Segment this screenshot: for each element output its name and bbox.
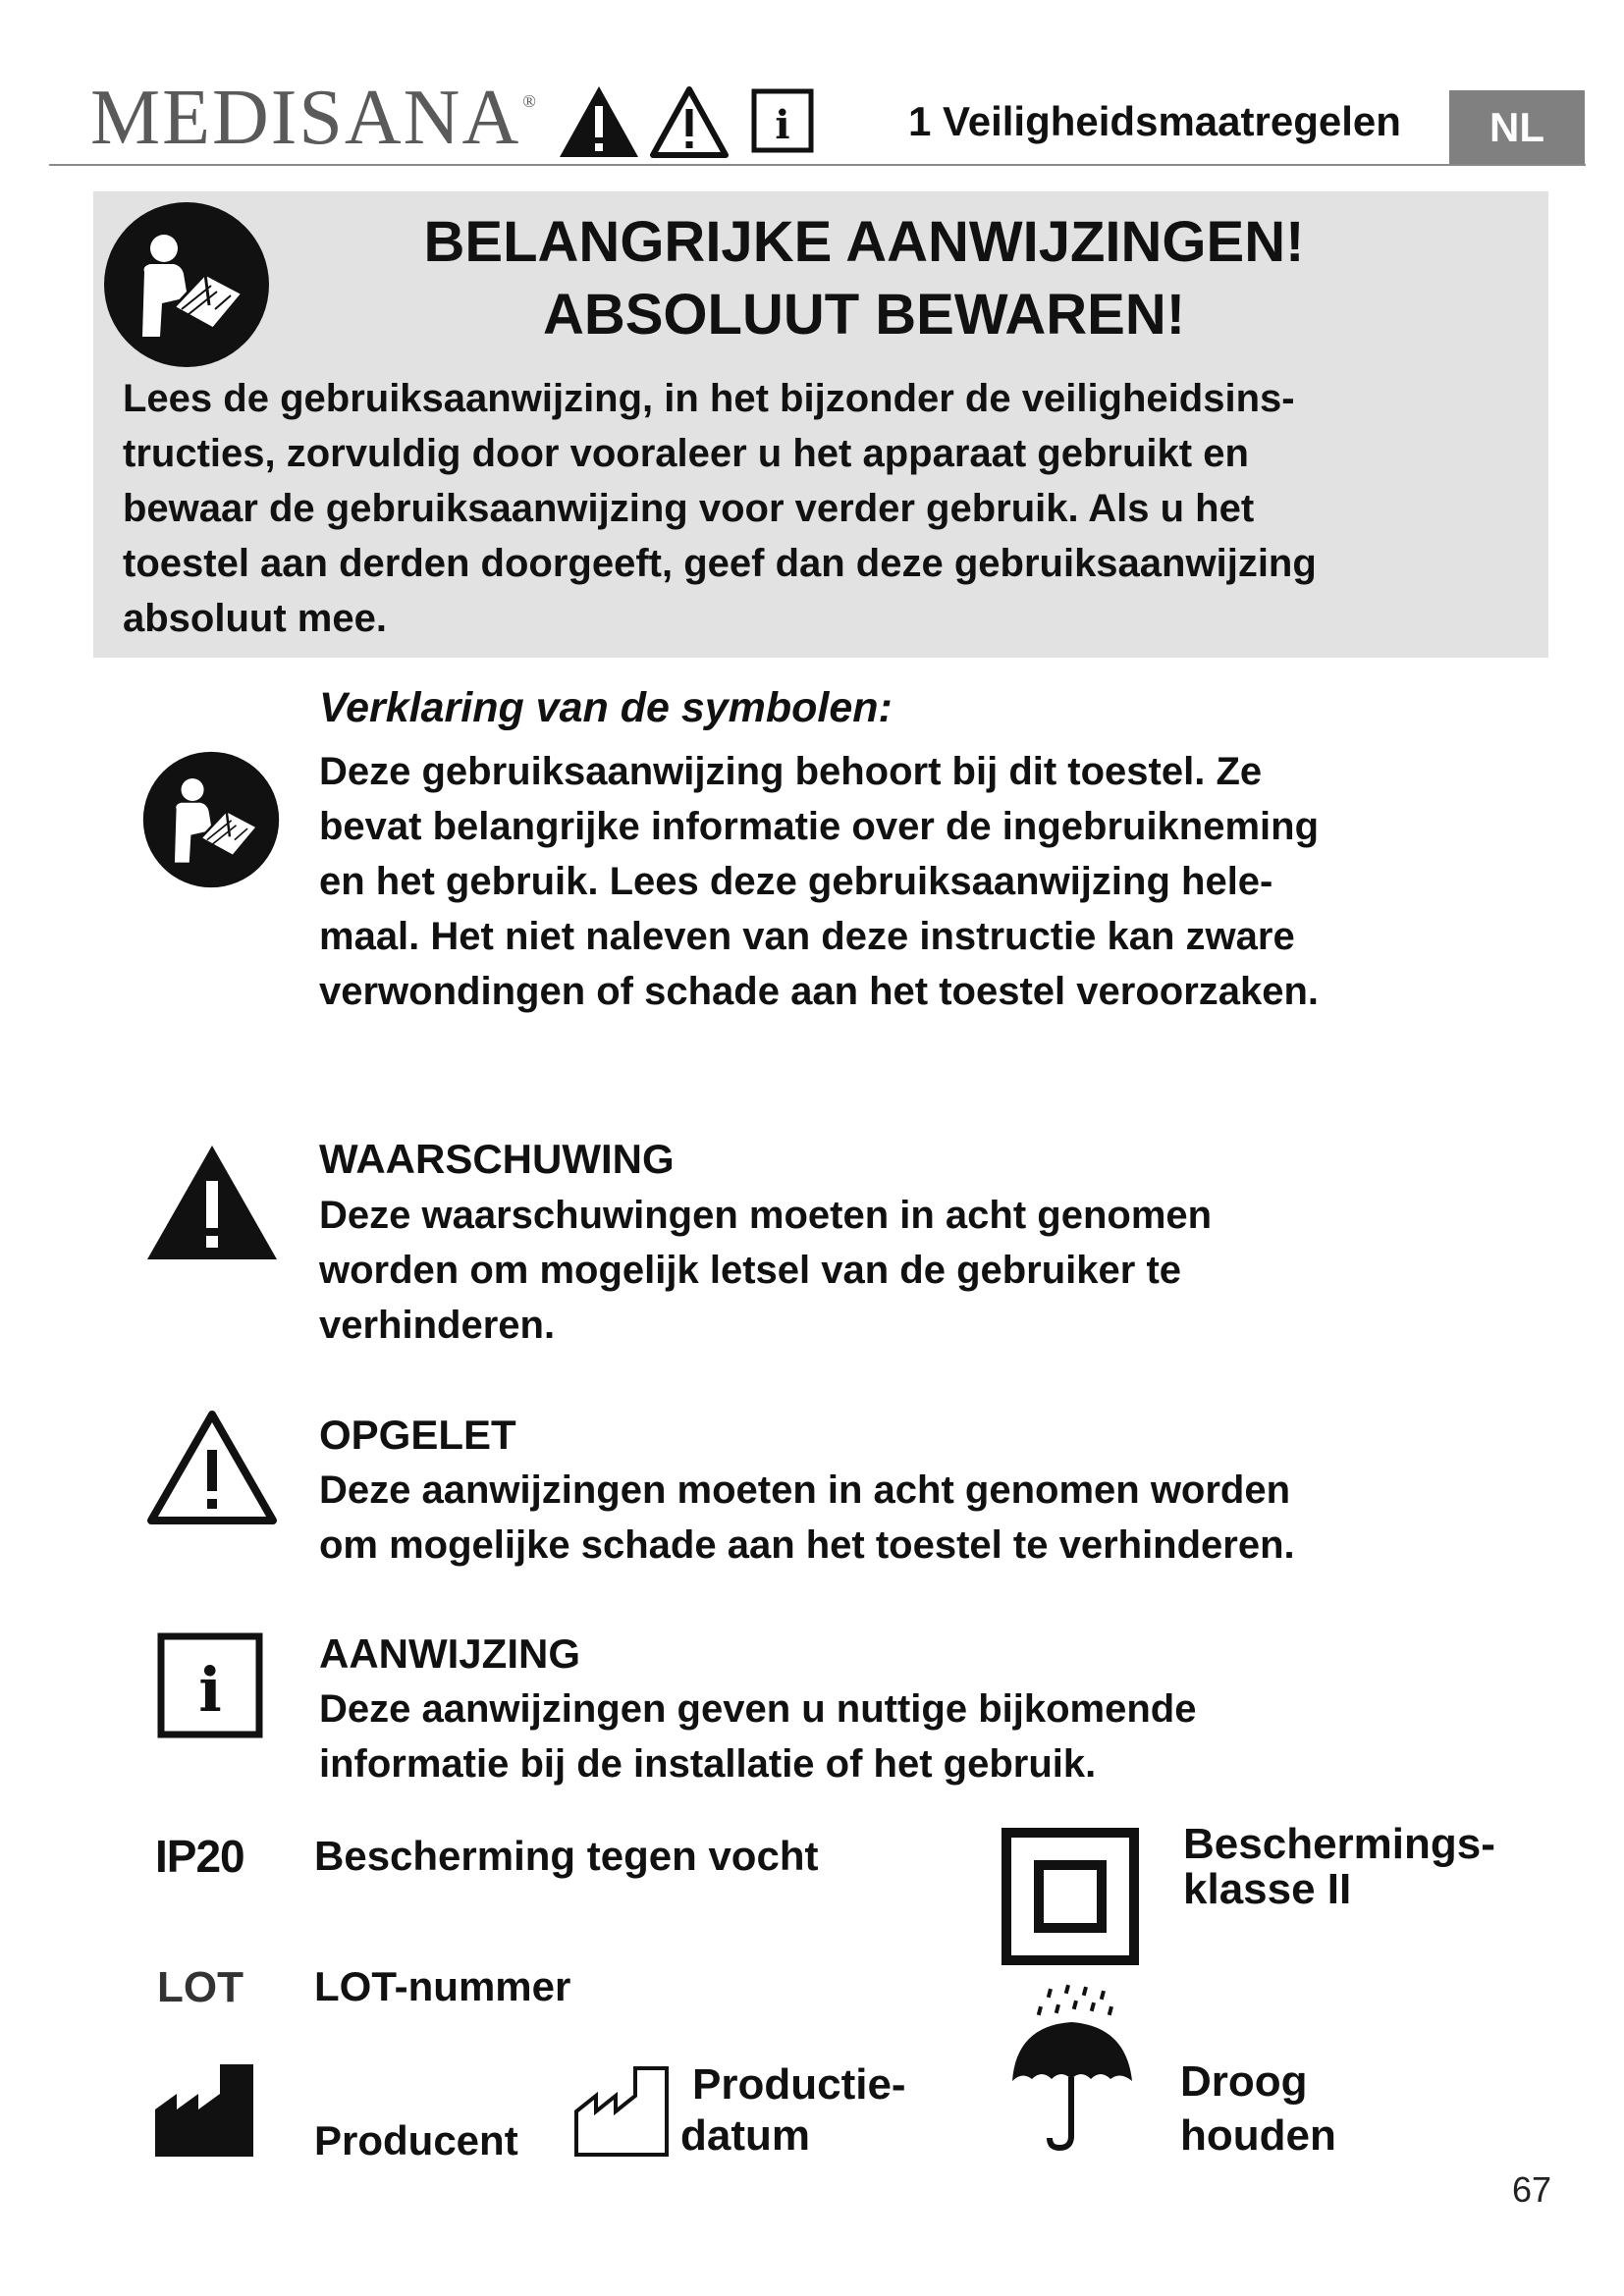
lot-label: LOT-nummer xyxy=(314,1963,571,2009)
caution-text: Deze aanwijzingen moeten in acht genomen worden om mogelijke schade aan het toestel te verhinderen. xyxy=(319,1468,1295,1567)
note-text: Deze aanwijzingen geven u nuttige bijkomende informatie bij de installatie of het gebruik. xyxy=(319,1687,1197,1786)
read-manual-icon xyxy=(142,751,280,888)
ip20-label: Bescherming tegen vocht xyxy=(314,1833,819,1879)
warning-text: Deze waarschuwingen moeten in acht genomen worden om mogelijk letsel van de gebruiker te verhinderen. xyxy=(319,1194,1213,1347)
keep-dry-label-line1: Droog xyxy=(1180,2057,1308,2106)
brand-logo: MEDISANA ® xyxy=(90,75,538,161)
svg-text:i: i xyxy=(198,1654,222,1726)
caution-heading: OPGELET xyxy=(319,1412,516,1458)
svg-text:i: i xyxy=(775,102,790,148)
manufacturer-icon xyxy=(155,2064,253,2157)
protection-class-ii-icon xyxy=(1001,1828,1139,1965)
keep-dry-label-line2: houden xyxy=(1180,2111,1336,2160)
header-divider xyxy=(49,164,1586,166)
caution-outline-icon xyxy=(145,1409,279,1526)
warning-heading: WAARSCHUWING xyxy=(319,1136,675,1182)
keep-dry-umbrella-icon xyxy=(1006,1983,1139,2155)
notice-text: Lees de gebruiksaanwijzing, in het bijzonder de veiligheidsins- tructies, zorvuldig door vooraleer u het apparaat gebruikt en bewaar de gebruiksaanwijzing voor verder gebruik. Als u het toestel aan derden doorgeeft, geef dan deze gebruiksaanwijzing absoluut mee. xyxy=(123,377,1317,640)
note-heading: AANWIJZING xyxy=(319,1630,580,1677)
notice-title-line1: BELANGRIJKE AANWIJZINGEN! xyxy=(423,210,1305,274)
production-date-label-line2: datum xyxy=(680,2111,810,2160)
production-date-icon xyxy=(572,2064,671,2159)
caution-outline-icon xyxy=(648,84,731,159)
production-date-label-line1: Productie- xyxy=(692,2060,906,2109)
page-number: 67 xyxy=(1512,2169,1552,2210)
ip20-symbol: IP20 xyxy=(155,1831,244,1882)
notice-title-line2: ABSOLUUT BEWAREN! xyxy=(542,283,1186,347)
protection-class-label-line2: klasse II xyxy=(1183,1865,1352,1913)
warning-filled-icon xyxy=(558,84,640,159)
chapter-title: 1 Veiligheidsmaatregelen xyxy=(908,98,1401,144)
info-box-icon xyxy=(157,1632,263,1738)
lot-symbol: LOT xyxy=(157,1963,244,2011)
read-manual-icon xyxy=(103,201,270,368)
manual-symbol-text: Deze gebruiksaanwijzing behoort bij dit toestel. Ze bevat belangrijke informatie over de ingebruikneming en het gebruik. Lees deze gebruiksaanwijzing hele- maal. Het niet naleven van deze instructie kan zware verwondingen of schade aan het toestel veroorzaken. xyxy=(319,750,1320,1013)
manufacturer-label: Producent xyxy=(314,2117,518,2163)
info-box-icon xyxy=(751,88,814,153)
symbols-title: Verklaring van de symbolen: xyxy=(319,684,893,731)
protection-class-label-line1: Beschermings- xyxy=(1183,1820,1495,1868)
warning-filled-icon xyxy=(145,1144,279,1261)
language-badge: NL xyxy=(1449,90,1585,165)
